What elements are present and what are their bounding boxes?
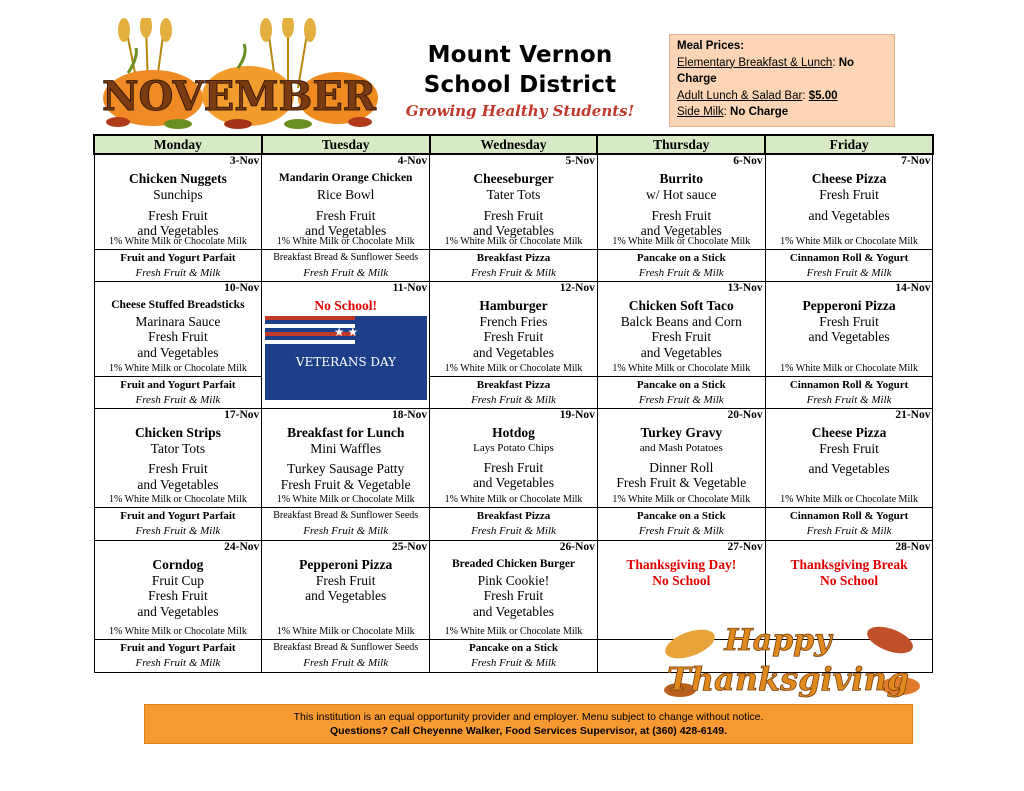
lunch-cell [262,408,430,507]
breakfast-cell [430,507,598,540]
meal-prices-box [669,34,895,127]
milk-option: 1% White Milk or Chocolate Milk [108,235,247,247]
date-label: 27-Nov [727,540,763,553]
breakfast-item: Breakfast Bread & Sunflower Seeds [273,641,419,653]
menu-side-item: and Vegetables [305,588,387,603]
menu-side-item: French Fries [479,313,548,329]
footer-line-2: Questions? Call Cheyenne Walker, Food Services Supervisor, at (360) 428-6149. [329,725,728,737]
menu-side-item: Balck Beans and Corn [620,313,742,329]
menu-side-item: Mini Waffles [310,440,382,456]
lunch-cell [430,408,598,507]
breakfast-side: Fresh Fruit & Milk [135,524,221,537]
breakfast-item: Fruit and Yogurt Parfait [120,251,236,264]
menu-side-item: and Vegetables [808,461,890,476]
main-entree: Chicken Nuggets [128,171,227,186]
breakfast-cell [597,249,765,281]
menu-side-item: Fresh Fruit [819,187,879,202]
breakfast-side: Fresh Fruit & Milk [303,266,389,279]
breakfast-item: Cinnamon Roll & Yogurt [789,378,909,391]
breakfast-item: Pancake on a Stick [636,509,726,522]
date-label: 17-Nov [224,408,260,421]
date-label: 19-Nov [559,408,595,421]
lunch-cell [94,154,262,249]
milk-option: 1% White Milk or Chocolate Milk [444,625,583,637]
lunch-cell [94,540,262,639]
menu-side-item: and Vegetables [137,344,219,360]
menu-side-item: Lays Potato Chips [473,441,554,454]
main-entree: Chicken Soft Taco [628,297,734,313]
breakfast-item: Fruit and Yogurt Parfait [120,641,236,654]
menu-side-item: Fresh Fruit [483,207,544,223]
happy-thanksgiving-image [660,614,920,702]
elementary-price: Elementary Breakfast & Lunch: No Charge [677,56,855,85]
milk-option: 1% White Milk or Chocolate Milk [612,362,751,374]
milk-option: 1% White Milk or Chocolate Milk [612,493,751,505]
main-entree: Thanksgiving Day! [626,556,737,572]
thanksgiving-text: Thanksgiving [666,660,910,698]
milk-option: 1% White Milk or Chocolate Milk [276,493,415,505]
menu-side-item: No School [820,572,879,588]
main-entree: Breaded Chicken Burger [451,557,576,570]
date-label: 7-Nov [901,155,931,167]
milk-option: 1% White Milk or Chocolate Milk [276,235,415,247]
milk-option: 1% White Milk or Chocolate Milk [108,625,247,637]
menu-side-item: Fruit Cup [151,572,204,588]
lunch-cell [262,154,430,249]
breakfast-cell [262,249,430,281]
day-header-thursday: Thursday [597,135,765,154]
date-label: 11-Nov [392,281,428,294]
date-label: 13-Nov [727,281,763,294]
breakfast-side: Fresh Fruit & Milk [638,393,724,406]
menu-side-item: Fresh Fruit & Vegetable [616,475,747,490]
date-label: 14-Nov [895,281,931,294]
menu-side-item: Marinara Sauce [135,313,221,329]
main-entree: Hotdog [492,424,535,440]
menu-side-item: Fresh Fruit & Vegetable [280,476,411,492]
breakfast-item: Breakfast Bread & Sunflower Seeds [273,509,419,521]
main-entree: Cheese Pizza [811,171,887,186]
main-entree: Cheese Pizza [811,424,887,440]
menu-side-item: Fresh Fruit [651,207,712,223]
breakfast-cell [94,639,262,672]
main-entree: Burrito [659,171,704,186]
lunch-cell [94,408,262,507]
date-label: 5-Nov [565,155,595,167]
menu-side-item: Tater Tots [486,187,541,202]
breakfast-item: Cinnamon Roll & Yogurt [789,509,909,522]
menu-side-item: and Vegetables [137,603,219,619]
menu-side-item: Turkey Sausage Patty [287,461,405,476]
menu-side-item: and Vegetables [472,603,555,619]
breakfast-cell [765,249,933,281]
menu-side-item: Fresh Fruit [819,440,879,456]
breakfast-item: Pancake on a Stick [636,251,726,264]
breakfast-side: Fresh Fruit & Milk [471,393,556,406]
date-label: 18-Nov [391,408,428,421]
breakfast-cell [262,639,430,672]
breakfast-item: Breakfast Pizza [476,251,551,264]
menu-side-item: Fresh Fruit [148,588,208,603]
breakfast-side: Fresh Fruit & Milk [806,524,892,537]
breakfast-cell [430,639,598,672]
main-entree: Pepperoni Pizza [802,297,896,313]
breakfast-side: Fresh Fruit & Milk [135,393,221,406]
breakfast-cell [94,249,262,281]
date-label: 6-Nov [733,155,763,167]
menu-side-item: Fresh Fruit [483,459,544,475]
district-name-line2: School District [423,72,617,98]
breakfast-cell [262,507,430,540]
breakfast-side: Fresh Fruit & Milk [638,524,724,537]
breakfast-side: Fresh Fruit & Milk [135,266,221,279]
breakfast-side: Fresh Fruit & Milk [471,656,556,669]
breakfast-item: Breakfast Pizza [476,509,551,522]
menu-side-item: and Vegetables [640,344,722,360]
menu-side-item: Fresh Fruit [148,461,208,476]
lunch-cell [430,281,598,376]
breakfast-cell [765,507,933,540]
lunch-cell [430,154,598,249]
main-entree: Mandarin Orange Chicken [278,172,413,184]
main-entree: Pepperoni Pizza [299,556,393,572]
menu-side-item: and Vegetables [137,223,219,238]
breakfast-side: Fresh Fruit & Milk [303,524,389,537]
breakfast-side: Fresh Fruit & Milk [471,524,556,537]
menu-side-item: Pink Cookie! [477,572,550,588]
date-label: 25-Nov [391,540,428,553]
weekday-header-row [94,135,933,154]
main-entree: Breakfast for Lunch [287,424,405,440]
menu-side-item: Rice Bowl [317,187,375,202]
breakfast-item: Pancake on a Stick [636,378,726,391]
svg-text:★ ★: ★ ★ [333,324,358,339]
main-entree: Turkey Gravy [640,424,723,440]
milk-option: 1% White Milk or Chocolate Milk [444,493,583,505]
menu-side-item: and Vegetables [137,476,219,492]
lunch-row [94,281,933,376]
milk-option: 1% White Milk or Chocolate Milk [780,493,919,505]
breakfast-side: Fresh Fruit & Milk [471,266,556,279]
breakfast-cell [94,376,262,408]
breakfast-cell [430,249,598,281]
breakfast-side: Fresh Fruit & Milk [303,656,389,669]
menu-side-item: w/ Hot sauce [646,187,717,202]
menu-side-item: Tator Tots [150,440,206,456]
meal-prices-heading: Meal Prices: [677,40,745,52]
date-label: 12-Nov [559,281,595,294]
breakfast-item: Fruit and Yogurt Parfait [120,509,236,522]
date-label: 28-Nov [895,540,931,553]
lunch-cell [765,408,933,507]
menu-side-item: Fresh Fruit [315,572,376,588]
veterans-day-image [265,316,427,400]
menu-side-item: and Vegetables [305,223,387,238]
veterans-day-text: VETERANS DAY [295,354,396,369]
menu-side-item: Fresh Fruit [483,588,544,603]
menu-side-item: Fresh Fruit [315,207,376,223]
milk-option: 1% White Milk or Chocolate Milk [780,362,919,374]
tagline: Growing Healthy Students! [405,102,635,120]
date-label: 4-Nov [397,155,428,167]
milk-option: 1% White Milk or Chocolate Milk [780,235,919,247]
date-label: 10-Nov [224,281,260,294]
main-entree: Corndog [152,556,204,572]
lunch-cell [262,540,430,639]
breakfast-cell [430,376,598,408]
menu-side-item: Fresh Fruit [483,329,544,344]
menu-side-item: Dinner Roll [649,459,714,475]
banner-month-text: NOVEMBER [101,73,377,120]
breakfast-cell [597,376,765,408]
breakfast-item: Breakfast Pizza [476,378,551,391]
main-entree: Cheese Stuffed Breadsticks [111,298,245,311]
milk-option: 1% White Milk or Chocolate Milk [276,625,415,637]
happy-text: Happy [724,623,832,658]
day-header-tuesday: Tuesday [262,135,430,154]
breakfast-item: Breakfast Bread & Sunflower Seeds [273,251,419,263]
date-label: 26-Nov [559,540,595,553]
lunch-cell [765,281,933,376]
breakfast-side: Fresh Fruit & Milk [638,266,724,279]
menu-side-item: and Vegetables [472,344,555,360]
lunch-row [94,408,933,507]
menu-side-item: Sunchips [153,187,203,202]
main-entree: Thanksgiving Break [790,556,908,572]
breakfast-row [94,507,933,540]
milk-option: 1% White Milk or Chocolate Milk [444,235,583,247]
milk-option: 1% White Milk or Chocolate Milk [612,235,751,247]
menu-side-item: and Vegetables [472,475,555,490]
menu-side-item: Fresh Fruit [148,207,208,223]
main-entree: Cheeseburger [473,171,554,186]
footer-line-1: This institution is an equal opportunity provider and employer. Menu subject to change without notice. [293,711,764,723]
main-entree: Chicken Strips [134,424,221,440]
breakfast-row [94,249,933,281]
milk-option: 1% White Milk or Chocolate Milk [108,493,247,505]
date-label: 20-Nov [727,408,763,421]
lunch-cell [597,281,765,376]
side-milk-price: Side Milk: No Charge [677,106,789,118]
district-name-line1: Mount Vernon [427,42,613,68]
date-label: 3-Nov [229,155,260,167]
menu-side-item: and Vegetables [808,329,890,344]
title-block [400,40,640,120]
breakfast-cell [765,376,933,408]
menu-side-item: Fresh Fruit [148,329,208,344]
lunch-cell [597,154,765,249]
menu-side-item: and Vegetables [472,223,555,238]
lunch-cell [430,540,598,639]
menu-side-item: Fresh Fruit [819,313,879,329]
breakfast-item: Pancake on a Stick [469,641,558,654]
menu-side-item: and Mash Potatoes [639,441,723,454]
menu-side-item: and Vegetables [640,223,722,238]
adult-price: Adult Lunch & Salad Bar: $5.00 [677,89,838,102]
main-entree: Hamburger [479,297,548,313]
lunch-cell [262,281,430,408]
lunch-cell [765,154,933,249]
day-header-friday: Friday [765,135,933,154]
day-header-wednesday: Wednesday [430,135,598,154]
lunch-row [94,154,933,249]
menu-calendar [93,134,934,673]
date-label: 21-Nov [895,408,931,421]
breakfast-cell [597,507,765,540]
menu-side-item: Fresh Fruit [651,329,712,344]
breakfast-cell [94,507,262,540]
footer-notice [144,704,913,744]
breakfast-side: Fresh Fruit & Milk [806,266,892,279]
breakfast-item: Fruit and Yogurt Parfait [120,378,236,391]
menu-side-item: No School [652,572,711,588]
day-header-monday: Monday [94,135,262,154]
date-label: 24-Nov [224,540,260,553]
lunch-cell [94,281,262,376]
lunch-cell [597,408,765,507]
breakfast-row [94,376,933,408]
breakfast-side: Fresh Fruit & Milk [806,393,892,406]
main-entree: No School! [314,297,378,313]
menu-side-item: and Vegetables [808,207,890,223]
milk-option: 1% White Milk or Chocolate Milk [108,362,247,374]
november-banner-image [98,18,380,130]
breakfast-item: Cinnamon Roll & Yogurt [789,251,909,264]
breakfast-side: Fresh Fruit & Milk [135,656,221,669]
milk-option: 1% White Milk or Chocolate Milk [444,362,583,374]
